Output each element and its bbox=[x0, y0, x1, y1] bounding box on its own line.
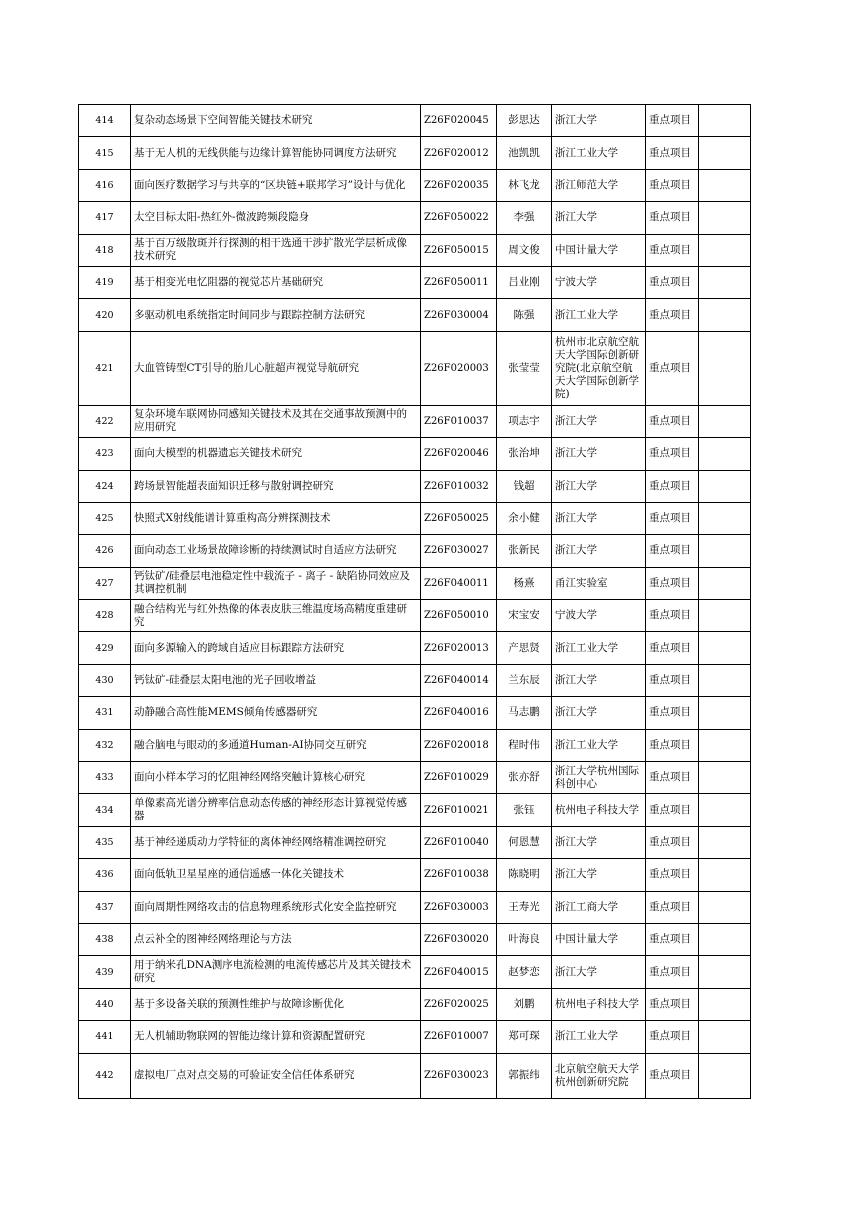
project-title-cell: 单像素高光谱分辨率信息动态传感的神经形态计算视觉传感器 bbox=[131, 794, 421, 826]
table-row bbox=[79, 438, 751, 470]
remark-cell bbox=[699, 859, 751, 891]
row-number-cell: 418 bbox=[79, 234, 131, 266]
principal-investigator-cell: 张钰 bbox=[497, 794, 552, 826]
organization-cell: 浙江师范大学 bbox=[552, 169, 646, 201]
project-type-cell: 重点项目 bbox=[646, 405, 699, 437]
organization-cell: 浙江大学 bbox=[552, 470, 646, 502]
remark-cell bbox=[699, 923, 751, 955]
principal-investigator-cell: 兰东辰 bbox=[497, 664, 552, 696]
organization-cell: 浙江大学 bbox=[552, 535, 646, 567]
row-number-cell: 415 bbox=[79, 137, 131, 169]
table-row bbox=[79, 632, 751, 664]
row-number-cell: 426 bbox=[79, 535, 131, 567]
principal-investigator-cell: 张治坤 bbox=[497, 438, 552, 470]
principal-investigator-cell: 林飞龙 bbox=[497, 169, 552, 201]
remark-cell bbox=[699, 600, 751, 632]
organization-cell: 宁波大学 bbox=[552, 266, 646, 298]
project-code-cell: Z26F020013 bbox=[421, 632, 497, 664]
row-number-cell: 429 bbox=[79, 632, 131, 664]
project-code-cell: Z26F010037 bbox=[421, 405, 497, 437]
project-code-cell: Z26F040016 bbox=[421, 697, 497, 729]
project-type-cell: 重点项目 bbox=[646, 923, 699, 955]
organization-cell: 浙江大学 bbox=[552, 502, 646, 534]
organization-cell: 宁波大学 bbox=[552, 600, 646, 632]
remark-cell bbox=[699, 956, 751, 988]
principal-investigator-cell: 产思贤 bbox=[497, 632, 552, 664]
project-title-cell: 面向大模型的机器遗忘关键技术研究 bbox=[131, 438, 421, 470]
project-title-cell: 用于纳米孔DNA测序电流检测的电流传感芯片及其关键技术研究 bbox=[131, 956, 421, 988]
principal-investigator-cell: 张亦舒 bbox=[497, 762, 552, 794]
remark-cell bbox=[699, 299, 751, 331]
row-number-cell: 421 bbox=[79, 331, 131, 405]
project-title-cell: 多驱动机电系统指定时间同步与跟踪控制方法研究 bbox=[131, 299, 421, 331]
project-code-cell: Z26F010007 bbox=[421, 1021, 497, 1053]
project-type-cell: 重点项目 bbox=[646, 234, 699, 266]
table-row bbox=[79, 1021, 751, 1053]
table-row bbox=[79, 470, 751, 502]
remark-cell bbox=[699, 1021, 751, 1053]
organization-cell: 浙江工业大学 bbox=[552, 299, 646, 331]
project-type-cell: 重点项目 bbox=[646, 794, 699, 826]
organization-cell: 北京航空航天大学杭州创新研究院 bbox=[552, 1053, 646, 1098]
principal-investigator-cell: 周文俊 bbox=[497, 234, 552, 266]
row-number-cell: 417 bbox=[79, 202, 131, 234]
organization-cell: 浙江工商大学 bbox=[552, 891, 646, 923]
project-title-cell: 基于相变光电忆阻器的视觉芯片基础研究 bbox=[131, 266, 421, 298]
principal-investigator-cell: 张新民 bbox=[497, 535, 552, 567]
principal-investigator-cell: 项志宇 bbox=[497, 405, 552, 437]
principal-investigator-cell: 郭振纬 bbox=[497, 1053, 552, 1098]
row-number-cell: 435 bbox=[79, 826, 131, 858]
organization-cell: 浙江大学 bbox=[552, 105, 646, 137]
project-title-cell: 面向医疗数据学习与共享的“区块链+联邦学习”设计与优化 bbox=[131, 169, 421, 201]
project-type-cell: 重点项目 bbox=[646, 331, 699, 405]
project-code-cell: Z26F040015 bbox=[421, 956, 497, 988]
project-title-cell: 快照式X射线能谱计算重构高分辨探测技术 bbox=[131, 502, 421, 534]
project-type-cell: 重点项目 bbox=[646, 988, 699, 1020]
project-type-cell: 重点项目 bbox=[646, 438, 699, 470]
project-title-cell: 面向动态工业场景故障诊断的持续测试时自适应方法研究 bbox=[131, 535, 421, 567]
project-title-cell: 融合结构光与红外热像的体表皮肤三维温度场高精度重建研究 bbox=[131, 600, 421, 632]
remark-cell bbox=[699, 137, 751, 169]
project-title-cell: 面向低轨卫星星座的通信遥感一体化关键技术 bbox=[131, 859, 421, 891]
remark-cell bbox=[699, 438, 751, 470]
table-row bbox=[79, 137, 751, 169]
project-code-cell: Z26F010021 bbox=[421, 794, 497, 826]
project-code-cell: Z26F030020 bbox=[421, 923, 497, 955]
row-number-cell: 436 bbox=[79, 859, 131, 891]
project-code-cell: Z26F040014 bbox=[421, 664, 497, 696]
principal-investigator-cell: 刘鹏 bbox=[497, 988, 552, 1020]
project-code-cell: Z26F010038 bbox=[421, 859, 497, 891]
remark-cell bbox=[699, 567, 751, 599]
project-title-cell: 太空目标太阳-热红外-微波跨频段隐身 bbox=[131, 202, 421, 234]
project-code-cell: Z26F020018 bbox=[421, 729, 497, 761]
row-number-cell: 431 bbox=[79, 697, 131, 729]
row-number-cell: 442 bbox=[79, 1053, 131, 1098]
project-type-cell: 重点项目 bbox=[646, 169, 699, 201]
table-body bbox=[79, 105, 751, 1099]
principal-investigator-cell: 杨熹 bbox=[497, 567, 552, 599]
project-type-cell: 重点项目 bbox=[646, 697, 699, 729]
principal-investigator-cell: 陈晓明 bbox=[497, 859, 552, 891]
row-number-cell: 425 bbox=[79, 502, 131, 534]
project-title-cell: 面向周期性网络攻击的信息物理系统形式化安全监控研究 bbox=[131, 891, 421, 923]
project-title-cell: 基于百万级散斑并行探测的相干选通干涉扩散光学层析成像技术研究 bbox=[131, 234, 421, 266]
table-row bbox=[79, 729, 751, 761]
remark-cell bbox=[699, 826, 751, 858]
table-row bbox=[79, 169, 751, 201]
project-type-cell: 重点项目 bbox=[646, 859, 699, 891]
project-code-cell: Z26F020025 bbox=[421, 988, 497, 1020]
project-code-cell: Z26F050010 bbox=[421, 600, 497, 632]
project-title-cell: 复杂动态场景下空间智能关键技术研究 bbox=[131, 105, 421, 137]
table-row bbox=[79, 826, 751, 858]
project-title-cell: 跨场景智能超表面知识迁移与散射调控研究 bbox=[131, 470, 421, 502]
table-row bbox=[79, 202, 751, 234]
project-title-cell: 钙钛矿/硅叠层电池稳定性中载流子 - 离子 - 缺陷协同效应及其调控机制 bbox=[131, 567, 421, 599]
project-code-cell: Z26F010032 bbox=[421, 470, 497, 502]
project-title-cell: 面向多源输入的跨域自适应目标跟踪方法研究 bbox=[131, 632, 421, 664]
project-code-cell: Z26F010029 bbox=[421, 762, 497, 794]
project-code-cell: Z26F020035 bbox=[421, 169, 497, 201]
remark-cell bbox=[699, 202, 751, 234]
project-code-cell: Z26F020045 bbox=[421, 105, 497, 137]
project-type-cell: 重点项目 bbox=[646, 535, 699, 567]
project-title-cell: 无人机辅助物联网的智能边缘计算和资源配置研究 bbox=[131, 1021, 421, 1053]
organization-cell: 浙江大学 bbox=[552, 697, 646, 729]
project-code-cell: Z26F030003 bbox=[421, 891, 497, 923]
row-number-cell: 437 bbox=[79, 891, 131, 923]
principal-investigator-cell: 王寿光 bbox=[497, 891, 552, 923]
project-title-cell: 大血管铸型CT引导的胎儿心脏超声视觉导航研究 bbox=[131, 331, 421, 405]
project-code-cell: Z26F050011 bbox=[421, 266, 497, 298]
remark-cell bbox=[699, 169, 751, 201]
row-number-cell: 430 bbox=[79, 664, 131, 696]
organization-cell: 浙江大学 bbox=[552, 202, 646, 234]
row-number-cell: 432 bbox=[79, 729, 131, 761]
remark-cell bbox=[699, 664, 751, 696]
organization-cell: 浙江大学 bbox=[552, 664, 646, 696]
organization-cell: 杭州市北京航空航天大学国际创新研究院(北京航空航天大学国际创新学院) bbox=[552, 331, 646, 405]
row-number-cell: 420 bbox=[79, 299, 131, 331]
remark-cell bbox=[699, 762, 751, 794]
table-row bbox=[79, 697, 751, 729]
row-number-cell: 441 bbox=[79, 1021, 131, 1053]
table-row bbox=[79, 405, 751, 437]
table-row bbox=[79, 600, 751, 632]
row-number-cell: 434 bbox=[79, 794, 131, 826]
principal-investigator-cell: 赵梦恋 bbox=[497, 956, 552, 988]
project-type-cell: 重点项目 bbox=[646, 202, 699, 234]
organization-cell: 浙江大学杭州国际科创中心 bbox=[552, 762, 646, 794]
remark-cell bbox=[699, 234, 751, 266]
remark-cell bbox=[699, 988, 751, 1020]
project-title-cell: 基于无人机的无线供能与边缘计算智能协同调度方法研究 bbox=[131, 137, 421, 169]
principal-investigator-cell: 张莹莹 bbox=[497, 331, 552, 405]
project-type-cell: 重点项目 bbox=[646, 729, 699, 761]
principal-investigator-cell: 李强 bbox=[497, 202, 552, 234]
table-row bbox=[79, 859, 751, 891]
principal-investigator-cell: 陈强 bbox=[497, 299, 552, 331]
remark-cell bbox=[699, 794, 751, 826]
table-row bbox=[79, 988, 751, 1020]
row-number-cell: 414 bbox=[79, 105, 131, 137]
remark-cell bbox=[699, 891, 751, 923]
remark-cell bbox=[699, 632, 751, 664]
remark-cell bbox=[699, 266, 751, 298]
project-title-cell: 钙钛矿-硅叠层太阳电池的光子回收增益 bbox=[131, 664, 421, 696]
project-code-cell: Z26F020012 bbox=[421, 137, 497, 169]
table-row bbox=[79, 105, 751, 137]
project-type-cell: 重点项目 bbox=[646, 567, 699, 599]
remark-cell bbox=[699, 105, 751, 137]
row-number-cell: 424 bbox=[79, 470, 131, 502]
project-type-cell: 重点项目 bbox=[646, 632, 699, 664]
principal-investigator-cell: 宋宝安 bbox=[497, 600, 552, 632]
project-code-cell: Z26F030004 bbox=[421, 299, 497, 331]
table-row bbox=[79, 664, 751, 696]
project-type-cell: 重点项目 bbox=[646, 891, 699, 923]
remark-cell bbox=[699, 729, 751, 761]
remark-cell bbox=[699, 405, 751, 437]
table-row bbox=[79, 794, 751, 826]
organization-cell: 甬江实验室 bbox=[552, 567, 646, 599]
row-number-cell: 433 bbox=[79, 762, 131, 794]
project-type-cell: 重点项目 bbox=[646, 664, 699, 696]
remark-cell bbox=[699, 697, 751, 729]
project-code-cell: Z26F050025 bbox=[421, 502, 497, 534]
project-title-cell: 复杂环境车联网协同感知关键技术及其在交通事故预测中的应用研究 bbox=[131, 405, 421, 437]
row-number-cell: 419 bbox=[79, 266, 131, 298]
row-number-cell: 440 bbox=[79, 988, 131, 1020]
organization-cell: 浙江大学 bbox=[552, 956, 646, 988]
table-row bbox=[79, 331, 751, 405]
row-number-cell: 427 bbox=[79, 567, 131, 599]
table-row bbox=[79, 891, 751, 923]
row-number-cell: 416 bbox=[79, 169, 131, 201]
principal-investigator-cell: 钱超 bbox=[497, 470, 552, 502]
organization-cell: 浙江大学 bbox=[552, 859, 646, 891]
project-type-cell: 重点项目 bbox=[646, 502, 699, 534]
project-code-cell: Z26F050015 bbox=[421, 234, 497, 266]
project-code-cell: Z26F030023 bbox=[421, 1053, 497, 1098]
remark-cell bbox=[699, 502, 751, 534]
project-table bbox=[78, 104, 751, 1099]
project-title-cell: 基于神经递质动力学特征的离体神经网络精准调控研究 bbox=[131, 826, 421, 858]
row-number-cell: 439 bbox=[79, 956, 131, 988]
table-row bbox=[79, 567, 751, 599]
project-title-cell: 动静融合高性能MEMS倾角传感器研究 bbox=[131, 697, 421, 729]
project-title-cell: 面向小样本学习的忆阻神经网络突触计算核心研究 bbox=[131, 762, 421, 794]
row-number-cell: 422 bbox=[79, 405, 131, 437]
project-type-cell: 重点项目 bbox=[646, 1021, 699, 1053]
remark-cell bbox=[699, 331, 751, 405]
principal-investigator-cell: 吕业刚 bbox=[497, 266, 552, 298]
project-type-cell: 重点项目 bbox=[646, 299, 699, 331]
table-row bbox=[79, 299, 751, 331]
project-title-cell: 点云补全的图神经网络理论与方法 bbox=[131, 923, 421, 955]
principal-investigator-cell: 彭思达 bbox=[497, 105, 552, 137]
remark-cell bbox=[699, 470, 751, 502]
project-code-cell: Z26F020003 bbox=[421, 331, 497, 405]
project-code-cell: Z26F010040 bbox=[421, 826, 497, 858]
organization-cell: 浙江大学 bbox=[552, 826, 646, 858]
project-type-cell: 重点项目 bbox=[646, 470, 699, 502]
organization-cell: 杭州电子科技大学 bbox=[552, 794, 646, 826]
principal-investigator-cell: 马志鹏 bbox=[497, 697, 552, 729]
table-row bbox=[79, 956, 751, 988]
row-number-cell: 423 bbox=[79, 438, 131, 470]
row-number-cell: 438 bbox=[79, 923, 131, 955]
principal-investigator-cell: 郑可琛 bbox=[497, 1021, 552, 1053]
organization-cell: 浙江工业大学 bbox=[552, 1021, 646, 1053]
principal-investigator-cell: 程时伟 bbox=[497, 729, 552, 761]
table-row bbox=[79, 266, 751, 298]
project-type-cell: 重点项目 bbox=[646, 762, 699, 794]
table-row bbox=[79, 762, 751, 794]
project-type-cell: 重点项目 bbox=[646, 1053, 699, 1098]
remark-cell bbox=[699, 535, 751, 567]
project-type-cell: 重点项目 bbox=[646, 826, 699, 858]
project-type-cell: 重点项目 bbox=[646, 956, 699, 988]
project-type-cell: 重点项目 bbox=[646, 600, 699, 632]
organization-cell: 浙江工业大学 bbox=[552, 729, 646, 761]
project-title-cell: 基于多设备关联的预测性维护与故障诊断优化 bbox=[131, 988, 421, 1020]
table-row bbox=[79, 234, 751, 266]
organization-cell: 浙江工业大学 bbox=[552, 632, 646, 664]
project-type-cell: 重点项目 bbox=[646, 266, 699, 298]
organization-cell: 浙江工业大学 bbox=[552, 137, 646, 169]
table-row bbox=[79, 1053, 751, 1098]
principal-investigator-cell: 叶海良 bbox=[497, 923, 552, 955]
organization-cell: 中国计量大学 bbox=[552, 234, 646, 266]
project-title-cell: 虚拟电厂点对点交易的可验证安全信任体系研究 bbox=[131, 1053, 421, 1098]
project-code-cell: Z26F040011 bbox=[421, 567, 497, 599]
remark-cell bbox=[699, 1053, 751, 1098]
project-code-cell: Z26F030027 bbox=[421, 535, 497, 567]
project-type-cell: 重点项目 bbox=[646, 105, 699, 137]
row-number-cell: 428 bbox=[79, 600, 131, 632]
principal-investigator-cell: 何恩慧 bbox=[497, 826, 552, 858]
organization-cell: 中国计量大学 bbox=[552, 923, 646, 955]
table-row bbox=[79, 502, 751, 534]
project-type-cell: 重点项目 bbox=[646, 137, 699, 169]
principal-investigator-cell: 余小健 bbox=[497, 502, 552, 534]
organization-cell: 浙江大学 bbox=[552, 438, 646, 470]
table-row bbox=[79, 923, 751, 955]
organization-cell: 杭州电子科技大学 bbox=[552, 988, 646, 1020]
principal-investigator-cell: 池凯凯 bbox=[497, 137, 552, 169]
project-code-cell: Z26F020046 bbox=[421, 438, 497, 470]
organization-cell: 浙江大学 bbox=[552, 405, 646, 437]
project-title-cell: 融合脑电与眼动的多通道Human-AI协同交互研究 bbox=[131, 729, 421, 761]
project-code-cell: Z26F050022 bbox=[421, 202, 497, 234]
table-row bbox=[79, 535, 751, 567]
